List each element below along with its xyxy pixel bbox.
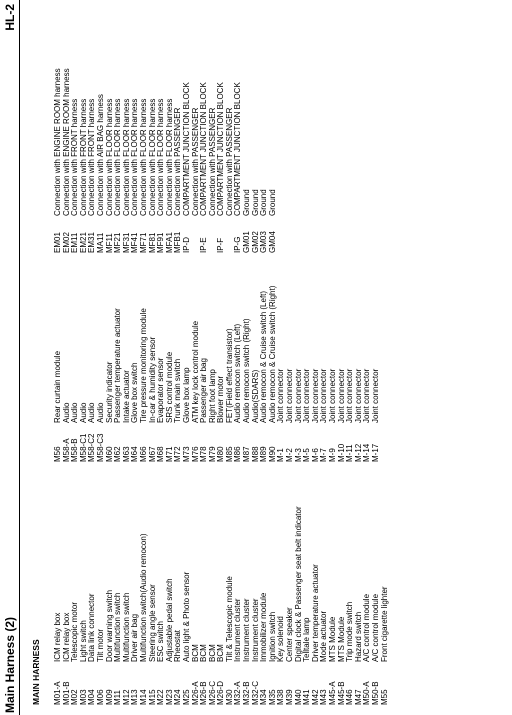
- connector-description: Multifunction switch: [113, 592, 123, 662]
- connector-code: M89: [259, 446, 269, 462]
- connector-description: Light switch: [78, 620, 88, 662]
- connector-description: Connection with FRONT harness: [70, 98, 80, 216]
- connector-description: Telltale lamp: [302, 617, 312, 662]
- connector-description: Tire pressure monitoring module: [138, 308, 148, 423]
- connector-code: M24: [173, 689, 183, 705]
- connector-code: M67: [147, 446, 157, 462]
- connector-code: M58-A: [61, 438, 71, 462]
- connector-code: M58-B: [70, 438, 80, 462]
- connector-description: Connection with FRONT harness: [78, 98, 88, 216]
- connector-description: BCM: [207, 644, 217, 662]
- section-title: MAIN HARNESS: [31, 639, 41, 705]
- connector-code: M09: [104, 689, 114, 705]
- connector-description: COMPARTMENT JUNCTION BLOCK: [199, 82, 209, 216]
- connector-description: ATM key lock control module: [190, 320, 200, 423]
- connector-code: MFA1: [164, 232, 174, 253]
- connector-description: Connection with PASSENGER: [224, 107, 234, 216]
- connector-description: Joint connector: [276, 368, 286, 423]
- connector-code: IP-F: [216, 237, 226, 253]
- connector-code: M-5: [302, 448, 312, 462]
- connector-code: MF71: [138, 232, 148, 253]
- connector-description: Intake actuator: [121, 370, 131, 423]
- connector-description: Joint connector: [345, 368, 355, 423]
- connector-description: COMPARTMENT JUNCTION BLOCK: [216, 82, 226, 216]
- connector-code: MA11: [95, 232, 105, 253]
- connector-description: Ignition switch: [267, 611, 277, 662]
- connector-code: M02: [70, 689, 80, 705]
- connector-description: Glove box lamp: [181, 367, 191, 423]
- connector-code: MF21: [113, 232, 123, 253]
- connector-code: MF31: [121, 232, 131, 253]
- connector-code: M14: [138, 689, 148, 705]
- connector-description: Audio: [87, 402, 97, 423]
- connector-description: Audio remocon & Cruise switch (Right): [267, 285, 277, 423]
- connector-code: M56: [53, 446, 62, 462]
- connector-description: Joint connector: [353, 368, 363, 423]
- connector-description: Tilt & Telescopic module: [224, 576, 234, 662]
- connector-description: Driver air bag: [130, 613, 140, 662]
- connector-description: Security indicator: [104, 361, 114, 423]
- connector-description: Audio remocon switch (Left): [233, 323, 243, 423]
- connector-description: Instrument cluster: [242, 598, 252, 662]
- connector-code: M32-B: [242, 681, 252, 705]
- connector-code: M76: [190, 446, 200, 462]
- connector-description: Joint connector: [285, 368, 295, 423]
- connector-description: Right foot lamp: [207, 369, 217, 423]
- connector-description: Joint connector: [319, 368, 329, 423]
- connector-code: M58-C2: [87, 433, 97, 462]
- connector-description: Ground: [250, 189, 260, 216]
- connector-description: Instrument cluster: [250, 598, 260, 662]
- connector-code: M-2: [285, 448, 295, 462]
- connector-description: Driver temperature actuator: [310, 564, 320, 662]
- connector-code: M30: [224, 689, 234, 705]
- connector-description: BCM: [190, 644, 200, 662]
- connector-code: M-17: [370, 443, 380, 462]
- connector-code: M11: [113, 690, 123, 705]
- connector-description: Rheostat: [173, 629, 183, 662]
- connector-description: Connection with AIR BAG harness: [95, 94, 105, 216]
- connector-description: Steering angle sensor: [147, 584, 157, 662]
- connector-description: Tilt motor: [95, 628, 105, 662]
- connector-code: M-12: [353, 443, 363, 462]
- connector-code: M43: [319, 689, 329, 705]
- connector-description: Telescopic motor: [70, 601, 80, 662]
- connector-description: A/C control module: [370, 593, 380, 662]
- connector-code: M40: [293, 689, 303, 705]
- connector-code: GM02: [250, 231, 260, 253]
- connector-description: Front cigarette lighter: [379, 586, 389, 662]
- connector-code: EM21: [78, 232, 88, 253]
- connector-code: MF81: [147, 232, 157, 253]
- connector-code: EM02: [61, 232, 71, 253]
- connector-code: M47: [353, 689, 363, 705]
- connector-code: M01-A: [53, 681, 62, 705]
- connector-description: Joint connector: [310, 368, 320, 423]
- connector-code: M58-C3: [95, 433, 105, 462]
- connector-code: GM04: [267, 231, 277, 253]
- connector-code: M-10: [336, 443, 346, 462]
- connector-code: M41: [302, 689, 312, 705]
- connector-code: MF91: [156, 232, 166, 253]
- connector-code: M35: [267, 689, 277, 705]
- connector-description: Trip mode switch: [345, 601, 355, 662]
- connector-code: M23: [164, 689, 174, 705]
- connector-code: M68: [156, 446, 166, 462]
- connector-description: Center speaker: [285, 607, 295, 662]
- connector-code: GM01: [242, 231, 252, 253]
- connector-description: Connection with FLOOR harness: [156, 98, 166, 216]
- connector-code: M71: [164, 446, 174, 462]
- connector-code: M01-B: [61, 681, 71, 705]
- connector-code: MFB1: [173, 231, 183, 253]
- connector-description: Joint connector: [362, 368, 372, 423]
- connector-code: M64: [130, 446, 140, 462]
- connector-code: M06: [95, 689, 105, 705]
- connector-description: Connection with FRONT harness: [87, 98, 97, 216]
- connector-code: M73: [181, 446, 191, 462]
- connector-description: ICM relay box: [53, 612, 62, 662]
- connector-description: Mode actuator: [319, 610, 329, 662]
- connector-code: M90: [267, 446, 277, 462]
- connector-code: M04: [87, 689, 97, 705]
- connector-description: Rear curtain module: [53, 350, 62, 423]
- connector-description: Glove box switch: [130, 362, 140, 423]
- connector-description: Joint connector: [336, 368, 346, 423]
- connector-code: M79: [207, 446, 217, 462]
- connector-code: M-14: [362, 443, 372, 462]
- connector-description: Audio: [70, 402, 80, 423]
- connector-code: IP-D: [181, 237, 191, 253]
- connector-code: M45-A: [328, 681, 337, 705]
- connector-description: Joint connector: [293, 368, 303, 423]
- connector-code: EM31: [87, 232, 97, 253]
- connector-description: MTS Module: [328, 616, 337, 662]
- connector-description: Connection with PASSENGER: [173, 107, 183, 216]
- connector-description: Audio remocon switch (Right): [242, 318, 252, 423]
- connector-code: M50-A: [362, 681, 372, 705]
- connector-description: In-car & humidity sensor: [147, 336, 157, 423]
- connector-description: Connection with FLOOR harness: [130, 98, 140, 216]
- connector-code: M62: [113, 446, 123, 462]
- connector-code: M55: [379, 689, 389, 705]
- connector-description: Passenger temperature actuator: [113, 308, 123, 423]
- connector-description: Multifunction switch(Audio remocon): [138, 533, 148, 662]
- connector-code: M38: [276, 689, 286, 705]
- connector-code: M22: [156, 689, 166, 705]
- connector-description: Passenger air bag: [199, 358, 209, 423]
- connector-code: M63: [121, 446, 131, 462]
- connector-description: Digital clock & Passenger seat belt indicator: [293, 506, 303, 662]
- connector-code: M-3: [293, 448, 303, 462]
- connector-description: Connection with FLOOR harness: [147, 98, 157, 216]
- connector-code: M-1: [276, 448, 286, 462]
- connector-code: M32-C: [250, 680, 260, 705]
- connector-code: EM11: [70, 232, 80, 253]
- connector-code: M87: [242, 446, 252, 462]
- connector-description: Connection with FLOOR harness: [104, 98, 114, 216]
- connector-code: M46: [345, 689, 355, 705]
- page-title: Main Harness (2): [3, 616, 17, 713]
- connector-description: Key solenoid: [276, 616, 286, 662]
- connector-description: Connection with FLOOR harness: [121, 98, 131, 216]
- connector-description: Ground: [259, 189, 269, 216]
- connector-description: Connection with ENGINE ROOM harness: [53, 68, 62, 216]
- connector-code: M34: [259, 689, 269, 705]
- connector-description: Auto light & Photo sensor: [181, 571, 191, 662]
- connector-description: MTS Module: [336, 616, 346, 662]
- connector-code: M03: [78, 689, 88, 705]
- connector-description: Hazard switch: [353, 611, 363, 662]
- connector-code: M-6: [310, 448, 320, 462]
- connector-code: M26-B: [199, 681, 209, 705]
- connector-description: Connection with PASSENGER: [207, 107, 217, 216]
- connector-description: Immobilizer module: [259, 592, 269, 662]
- connector-code: M26-C: [207, 680, 217, 705]
- header-divider: [19, 0, 20, 715]
- connector-description: Ground: [242, 189, 252, 216]
- connector-code: M25: [181, 689, 191, 705]
- connector-code: M80: [216, 446, 226, 462]
- connector-description: COMPARTMENT JUNCTION BLOCK: [181, 82, 191, 216]
- connector-code: M32-A: [233, 681, 243, 705]
- connector-description: Connection with PASSENGER: [190, 107, 200, 216]
- connector-code: M42: [310, 689, 320, 705]
- connector-code: M85: [224, 446, 234, 462]
- connector-description: A/C control module: [362, 593, 372, 662]
- connector-description: Audio: [78, 402, 88, 423]
- connector-code: IP-E: [199, 237, 209, 253]
- connector-description: Adjustable pedal switch: [164, 578, 174, 662]
- connector-description: BCM: [216, 644, 226, 662]
- connector-description: Joint connector: [328, 368, 337, 423]
- connector-code: M88: [250, 446, 260, 462]
- connector-code: M-7: [319, 448, 329, 462]
- connector-description: BCM: [199, 644, 209, 662]
- connector-code: M13: [130, 689, 140, 705]
- connector-description: Blower motor: [216, 375, 226, 423]
- connector-code: M78: [199, 446, 209, 462]
- connector-description: Data link connector: [87, 593, 97, 662]
- connector-code: M-9: [328, 448, 337, 462]
- connector-code: EM01: [53, 232, 62, 253]
- connector-code: M86: [233, 446, 243, 462]
- connector-code: M-11: [345, 444, 355, 462]
- connector-description: Ground: [267, 189, 277, 216]
- connector-code: M26-D: [216, 680, 226, 705]
- connector-code: M26-A: [190, 681, 200, 705]
- connector-code: GM03: [259, 231, 269, 253]
- connector-code: M60: [104, 446, 114, 462]
- connector-code: IP-G: [233, 236, 243, 253]
- connector-description: Instrument cluster: [233, 598, 243, 662]
- connector-description: Audio: [95, 402, 105, 423]
- connector-code: M50-B: [370, 681, 380, 705]
- connector-code: M72: [173, 446, 183, 462]
- connector-code: M39: [285, 689, 295, 705]
- connector-description: Joint connector: [370, 368, 380, 423]
- connector-description: SRS control module: [164, 351, 174, 423]
- connector-code: MF41: [130, 232, 140, 253]
- connector-code: M12: [121, 689, 131, 705]
- connector-description: Evaporator sensor: [156, 357, 166, 423]
- connector-description: Trunk main switch: [173, 358, 183, 423]
- connector-description: Multifunction switch: [121, 592, 131, 662]
- connector-code: M15: [147, 689, 157, 705]
- connector-description: Audio remocon & Cruise switch (Left): [259, 290, 269, 423]
- connector-code: M58-C1: [78, 433, 88, 462]
- connector-description: COMPARTMENT JUNCTION BLOCK: [233, 82, 243, 216]
- connector-description: Connection with FLOOR harness: [113, 98, 123, 216]
- connector-description: ESC switch: [156, 621, 166, 662]
- connector-code: M45-B: [336, 681, 346, 705]
- connector-description: ICM relay box: [61, 612, 71, 662]
- connector-description: Door warning switch: [104, 589, 114, 662]
- connector-code: MF11: [104, 233, 114, 253]
- connector-description: Audio: [61, 402, 71, 423]
- connector-description: Joint connector: [302, 368, 312, 423]
- connector-description: FET(Field effect transistor): [224, 328, 234, 423]
- connector-code: M66: [138, 446, 148, 462]
- connector-description: Connection with FLOOR harness: [138, 98, 148, 216]
- page-number: HL-2: [3, 4, 17, 31]
- connector-description: Audio(SDARS): [250, 369, 260, 423]
- connector-description: Connection with FLOOR harness: [164, 98, 174, 216]
- connector-description: Connection with ENGINE ROOM harness: [61, 68, 71, 216]
